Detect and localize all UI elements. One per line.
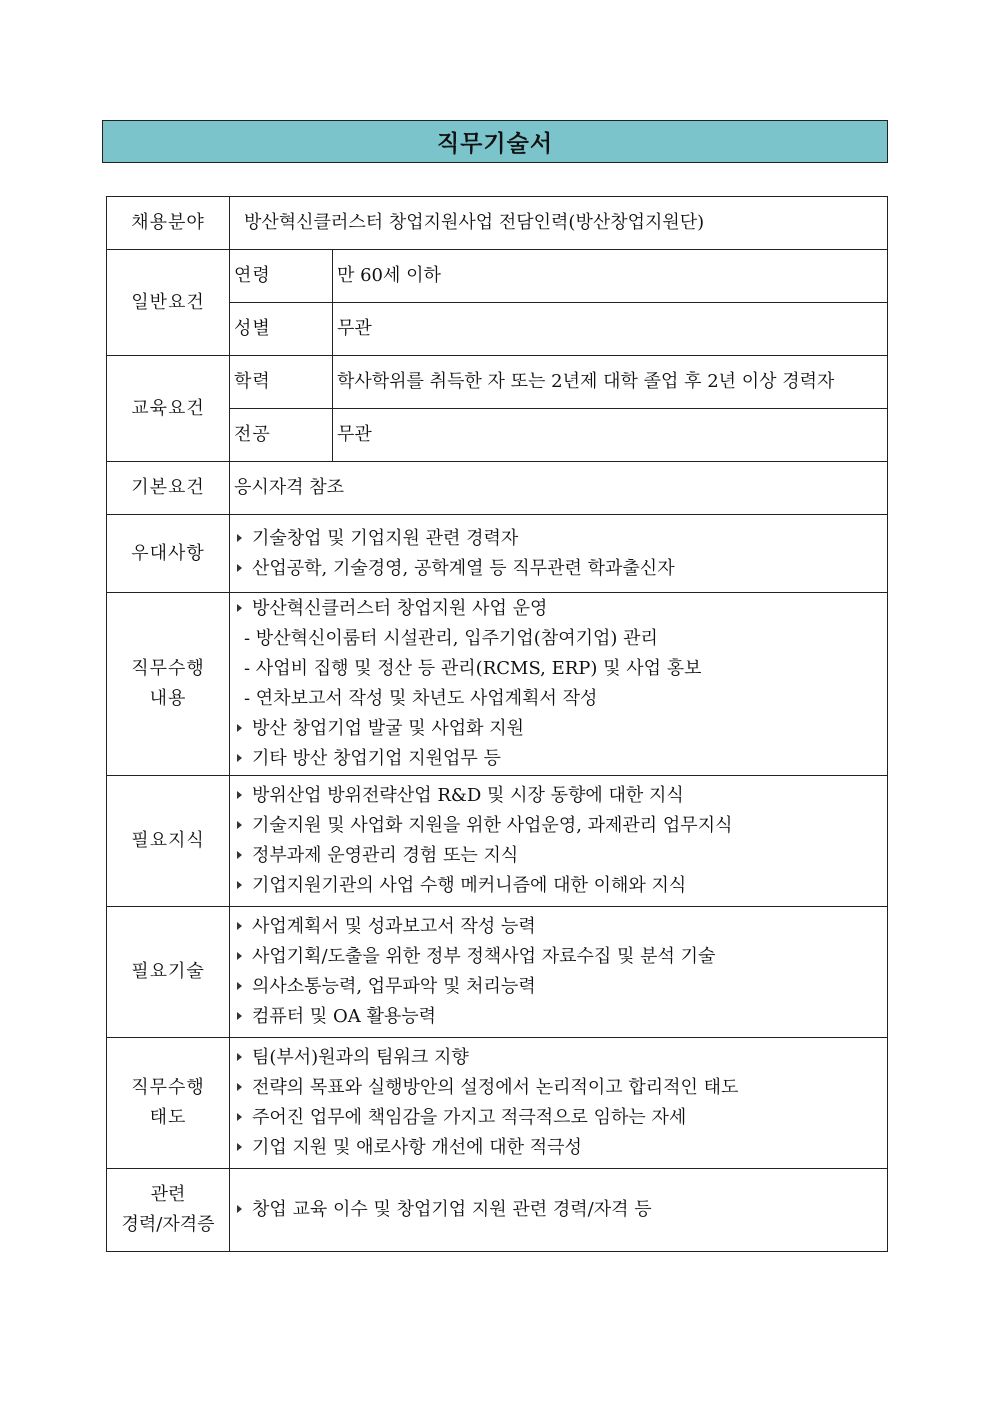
preference-label: 우대사항 <box>107 515 230 593</box>
row-education-degree <box>107 356 888 409</box>
row-basic <box>107 462 888 515</box>
attitude-content <box>230 1038 888 1169</box>
attitude-label <box>107 1038 230 1169</box>
list-item: 컴퓨터 및 OA 활용능력 <box>234 1002 883 1032</box>
education-label: 교육요건 <box>107 356 230 462</box>
knowledge-label: 필요지식 <box>107 776 230 907</box>
row-skills <box>107 907 888 1038</box>
certs-list <box>234 1195 883 1225</box>
list-item: 의사소통능력, 업무파악 및 처리능력 <box>234 972 883 1002</box>
certs-label <box>107 1169 230 1252</box>
degree-label: 학력 <box>230 356 333 409</box>
list-item: 팀(부서)원과의 팀워크 지향 <box>234 1043 883 1073</box>
list-item: 전략의 목표와 실행방안의 설정에서 논리적이고 합리적인 태도 <box>234 1073 883 1103</box>
certs-label-line1: 관련 <box>150 1184 186 1205</box>
duties-label-line2: 내용 <box>149 688 187 709</box>
list-item: 방산혁신클러스터 창업지원 사업 운영 <box>234 594 883 624</box>
recruit-field-value: 방산혁신클러스터 창업지원사업 전담인력(방산창업지원단) <box>230 197 888 250</box>
gender-label: 성별 <box>230 303 333 356</box>
list-item: - 방산혁신이룸터 시설관리, 입주기업(참여기업) 관리 <box>244 628 658 649</box>
general-label: 일반요건 <box>107 250 230 356</box>
knowledge-list <box>234 781 883 901</box>
row-preference <box>107 515 888 593</box>
recruit-field-label: 채용분야 <box>107 197 230 250</box>
knowledge-content <box>230 776 888 907</box>
major-value: 무관 <box>333 409 888 462</box>
list-item: 방산 창업기업 발굴 및 사업화 지원 <box>234 714 883 744</box>
job-description-table <box>106 196 888 1252</box>
attitude-label-line1: 직무수행 <box>131 1077 205 1098</box>
attitude-label-line2: 태도 <box>149 1107 187 1128</box>
list-item: 방위산업 방위전략산업 R&D 및 시장 동향에 대한 지식 <box>234 781 883 811</box>
skills-list <box>234 912 883 1032</box>
preference-list <box>234 524 883 584</box>
row-certs <box>107 1169 888 1252</box>
skills-label: 필요기술 <box>107 907 230 1038</box>
row-recruit-field <box>107 197 888 250</box>
page-title: 직무기술서 <box>436 131 554 157</box>
certs-label-line2: 경력/자격증 <box>121 1214 215 1235</box>
age-value: 만 60세 이하 <box>333 250 888 303</box>
degree-value: 학사학위를 취득한 자 또는 2년제 대학 졸업 후 2년 이상 경력자 <box>333 356 888 409</box>
list-item: 창업 교육 이수 및 창업기업 지원 관련 경력/자격 등 <box>234 1195 883 1225</box>
row-general-age <box>107 250 888 303</box>
list-item: - 연차보고서 작성 및 차년도 사업계획서 작성 <box>244 688 598 709</box>
list-item: 기업 지원 및 애로사항 개선에 대한 적극성 <box>234 1133 883 1163</box>
list-item: 기술창업 및 기업지원 관련 경력자 <box>234 524 883 554</box>
duties-label <box>107 593 230 776</box>
title-bar <box>102 120 888 163</box>
list-item: 기타 방산 창업기업 지원업무 등 <box>234 744 883 774</box>
list-item: 기술지원 및 사업화 지원을 위한 사업운영, 과제관리 업무지식 <box>234 811 883 841</box>
certs-content <box>230 1169 888 1252</box>
basic-value: 응시자격 참조 <box>230 462 888 515</box>
list-item: - 사업비 집행 및 정산 등 관리(RCMS, ERP) 및 사업 홍보 <box>244 658 702 679</box>
row-knowledge <box>107 776 888 907</box>
list-item: 사업기획/도출을 위한 정부 정책사업 자료수집 및 분석 기술 <box>234 942 883 972</box>
attitude-list <box>234 1043 883 1163</box>
list-item: 사업계획서 및 성과보고서 작성 능력 <box>234 912 883 942</box>
duties-list <box>234 594 883 774</box>
row-attitude <box>107 1038 888 1169</box>
list-item: 정부과제 운영관리 경험 또는 지식 <box>234 841 883 871</box>
major-label: 전공 <box>230 409 333 462</box>
basic-label: 기본요건 <box>107 462 230 515</box>
row-duties <box>107 593 888 776</box>
preference-content <box>230 515 888 593</box>
skills-content <box>230 907 888 1038</box>
list-item: 주어진 업무에 책임감을 가지고 적극적으로 임하는 자세 <box>234 1103 883 1133</box>
list-item: 기업지원기관의 사업 수행 메커니즘에 대한 이해와 지식 <box>234 871 883 901</box>
list-item: 산업공학, 기술경영, 공학계열 등 직무관련 학과출신자 <box>234 554 883 584</box>
duties-content <box>230 593 888 776</box>
gender-value: 무관 <box>333 303 888 356</box>
age-label: 연령 <box>230 250 333 303</box>
duties-label-line1: 직무수행 <box>131 658 205 679</box>
